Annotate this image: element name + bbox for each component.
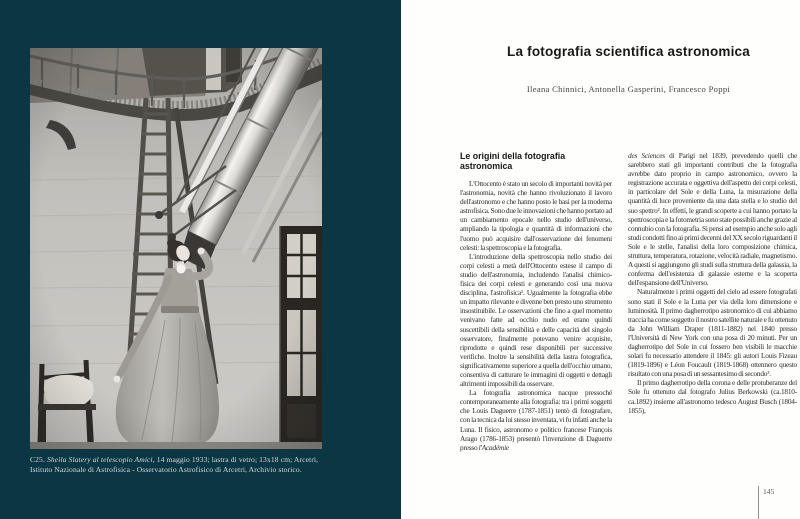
text-column-right (628, 151, 797, 472)
paragraph (460, 252, 612, 388)
photo-caption (30, 455, 322, 475)
paragraph (628, 378, 797, 414)
text-run: Naturalmente i primi oggetti del cielo ad essere fotografati sono stati il Sole e la Luna per via della loro dimensione e luminosità. Il primo dagherrotipo astronomico di cui abbiamo traccia ha come soggetto il nostro satellite naturale e fu ottenuto da John William Draper (1811-1882) nel 1840 presso l'Università di New York con una posa di 20 minuti. Per un dagherrotipo del Sole in cui fossero ben visibili le macchie solari fu necessario attendere il 1845: gli autori Louis Fizeau (1819-1896) e Léon Foucault (1819-1868) ottennero questo risultato con una posa di un sessantesimo di secondo³. (628, 287, 797, 379)
chapter-title: La fotografia scientifica astronomica (507, 44, 750, 59)
observatory-photo-illustration (30, 48, 322, 449)
column-left-paragraphs (460, 179, 612, 452)
caption-title: Sheila Slatery al telescopio Amici (46, 455, 153, 464)
text-run: L'introduzione della spettroscopia nello studio dei corpi celesti a metà dell'Ottocento estese il campo di studio dell'astronomia, includendo l'analisi chimico-fisica dei corpi celesti e generando così una nuova disciplina, l'astrofisica¹. Ugualmente la fotografia ebbe un impatto rilevante e divenne ben presto uno strumento insostituibile. Le osservazioni che fino a quel momento venivano fatte ad occhio nudo ed erano quindi suscettibili della sensibilità e delle capacità del singolo osservatore, finalmente potevano venire acquisite, riprodotte e quindi rese disponibili per successive verifiche. Inoltre la sensibilità della lastra fotografica, significativamente superiore a quella dell'occhio umano, consentiva di catturare le immagini di oggetti e dettagli altrimenti impossibili da osservare. (460, 251, 612, 389)
caption-number: C25. (30, 455, 45, 464)
page-number: 145 (763, 487, 775, 496)
text-block (460, 151, 797, 472)
folio-rule (758, 486, 759, 519)
right-page (401, 0, 800, 519)
authors-line: Ileana Chinnici, Antonella Gasperini, Francesco Poppi (526, 84, 731, 94)
text-run: L'Ottocento è stato un secolo di importanti novità per l'astronomia, novità che hanno rivoluzionato il lavoro dell'astronomo e che hanno posto le basi per la moderna astrofisica. Sono due le innovazioni che hanno portato ad un cambiamento epocale nello studio dell'universo, ampliando la tipologia e quantità di informazioni che l'uomo può acquisire dall'osservazione dei fenomeni celesti: la spettroscopia e la fotografia. (460, 179, 612, 252)
paragraph (460, 179, 612, 252)
paragraph (460, 388, 612, 452)
caption-credit: Arcetri, Istituto Nazionale di Astrofisica - Osservatorio Astrofisico di Arcetri, Archivio storico. (30, 455, 319, 474)
caption-details: , 14 maggio 1933; lastra di vetro; 13x18 cm; (152, 455, 293, 464)
text-run: Il primo dagherrotipo della corona e delle protuberanze del Sole fu ottenuto dal fotografo Julius Berkowski (ca.1810-ca.1892) insieme all'astronomo tedesco August Busch (1804-1855), (628, 378, 797, 415)
paragraph (628, 287, 797, 378)
text-run: La fotografia astronomica nacque pressoché contemporaneamente alla fotografia: tra i primi soggetti che Louis Daguerre (1787-1851) tentò di fotografare, con la tecnica da lui stesso inventata, vi fu infatti anche la Luna. Il fisico, astronomo e politico francese François Arago (1786-1853) presentò l'invenzione di Daguerre presso (460, 388, 612, 452)
italic-run: des Sciences (628, 151, 665, 160)
paragraph (628, 151, 797, 287)
section-heading: Le origini della fotografia astronomica (460, 151, 566, 171)
column-right-paragraphs (628, 151, 797, 415)
vignette (30, 48, 322, 449)
italic-run: l'Académie (478, 442, 509, 452)
observatory-photograph (30, 48, 322, 449)
text-run: di Parigi nel 1839, prevedendo quelli che sarebbero stati gli importanti contributi che la fotografia avrebbe dato proprio in campo astronomico, ovvero la registrazione accurata e oggettiva dell'aspetto dei corpi celesti, in particolare del Sole e della Luna, la misurazione della quantità di luce proveniente da una data stella e lo studio del suo spettro². In effetti, le grandi scoperte a cui hanno portato la spettroscopia e la fotometria sono state possibili anche grazie al connubio con la fotografia. Si pensi ad esempio anche solo agli studi condotti fino ai primi decenni del XX secolo riguardanti il Sole e le stelle, l'analisi della loro composizione chimica, struttura, temperatura, rotazione, velocità radiale, magnetismo. A questi si aggiungono gli studi sulla struttura della galassia, la conferma dell'esistenza di galassie esterne e la scoperta dell'espansione dell'Universo. (628, 151, 797, 288)
text-column-left (460, 151, 612, 472)
